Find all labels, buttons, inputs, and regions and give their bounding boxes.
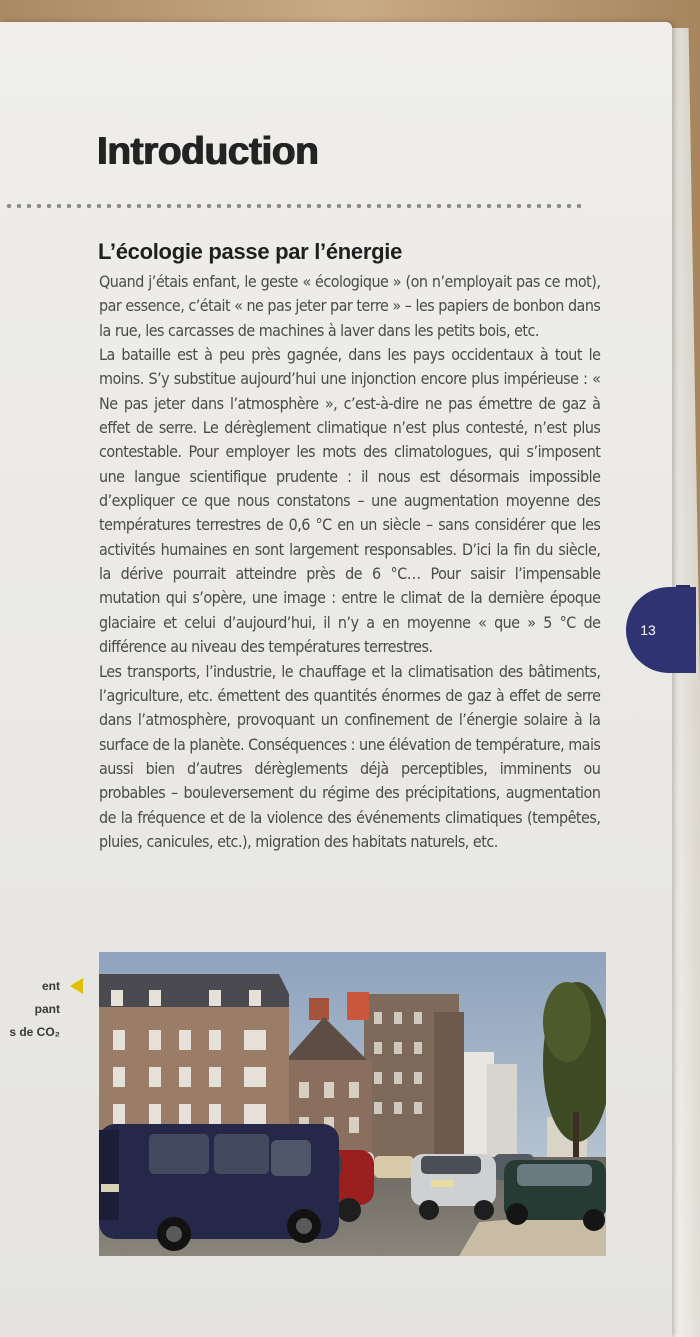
margin-caption-line: s de CO₂ bbox=[9, 1025, 60, 1039]
page-number: 13 bbox=[640, 622, 656, 638]
page-title: Introduction bbox=[97, 130, 319, 173]
paragraph-3: Les transports, l’industrie, le chauffage et la climatisation des bâtiments, l’agriculture, etc. émettent des quantités énormes de gaz à effet de serre dans l’atmosphère, provoquant un confinement de l’énergie solaire à la surface de la planète. Conséquences : une élévation de température, mais aussi bien d’autres dérèglements déjà perceptibles, imminents ou probables – bouleversement du régime des précipitations, augmentation de la fréquence et de la violence des événements climatiques (tempêtes, pluies, canicules, etc.), migration des habitats naturels, etc. bbox=[99, 662, 601, 851]
margin-caption bbox=[0, 975, 60, 1044]
margin-caption-line: ent bbox=[42, 979, 60, 993]
paragraph-2: La bataille est à peu près gagnée, dans les pays occidentaux à tout le moins. S’y substitue aujourd’hui une injonction encore plus impérieuse : « Ne pas jeter dans l’atmosphère », c’est-à-dire ne pas émettre de gaz à effet de serre. Le dérèglement climatique n’est plus contesté, n’est plus contestable. Pour employer les mots des climatologues, qui s’imposent une langue scientifique prudente : il nous est désormais impossible d’expliquer ce que nous constatons – une augmentation moyenne des températures terrestres de 0,6 °C en un siècle – sans considérer que les activités humaines en sont largement responsables. D’ici la fin du siècle, la dérive pourrait atteindre près de 6 °C… Pour saisir l’impensable mutation qui s’opère, une image : entre le climat de la dernière époque glaciaire et celui d’aujourd’hui, il n’y a en moyenne « que » 5 °C de différence au niveau des températures terrestres. bbox=[99, 346, 601, 657]
street-photo bbox=[99, 952, 606, 1256]
paragraph-1: Quand j’étais enfant, le geste « écologique » (on n’employait pas ce mot), par essence, c’était « ne pas jeter par terre » – les papiers de bonbon dans la rue, les carcasses de machines à laver dans les petits bois, etc. bbox=[99, 273, 601, 340]
caption-pointer-icon bbox=[70, 978, 83, 994]
section-heading: L’écologie passe par l’énergie bbox=[98, 239, 403, 264]
street-photo-illustration bbox=[99, 952, 606, 1256]
dotted-divider bbox=[4, 202, 586, 210]
margin-caption-line: pant bbox=[34, 1002, 60, 1016]
body-text bbox=[99, 270, 600, 854]
